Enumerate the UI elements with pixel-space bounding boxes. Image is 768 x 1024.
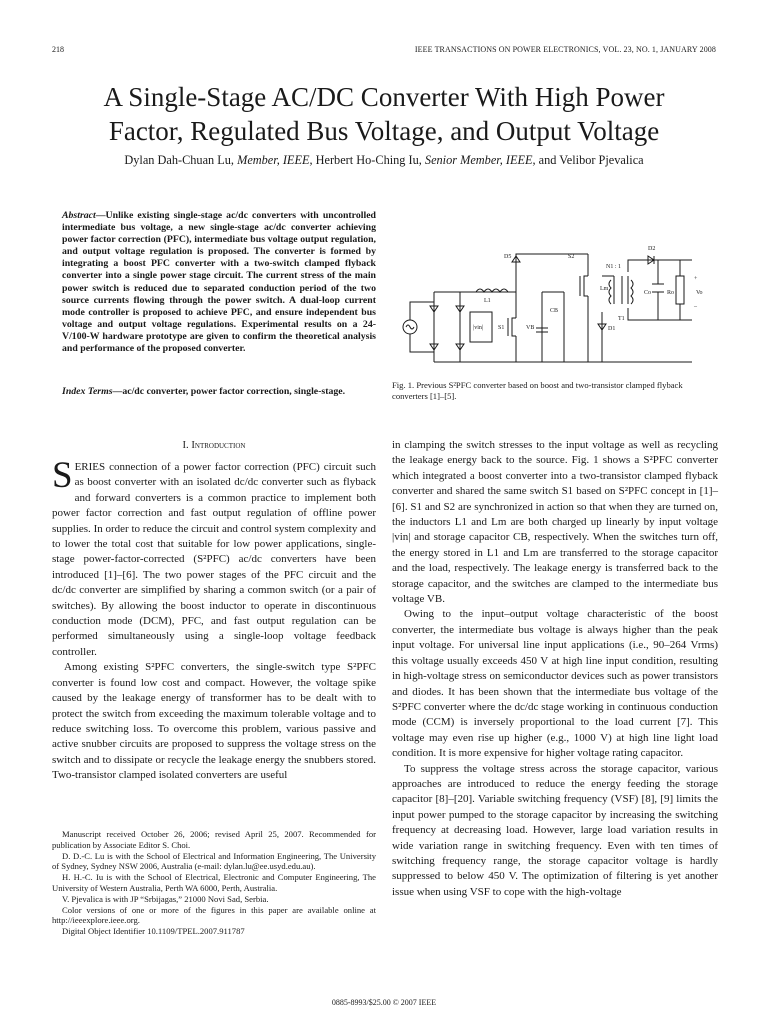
- abstract-text: —Unlike existing single-stage ac/dc converters with uncontrolled intermediate bus voltage, a new single-stage ac/dc converter achieving power factor correction (PFC), intermediate bus voltage output regulation, and output voltage regulation is proposed. The converter is formed by integrating a boost PFC converter with a two-switch clamped flyback converter into a single power stage circuit. The current stress of the main power switch is reduced due to separated conduction period of the two source currents flowing through the power switch. A dual-loop current mode controller is proposed to achieve PFC, and ensure independent bus voltage and output voltage regulations. Experimental results on a 24-V/100-W hardware prototype are given to confirm the theoretical analysis and performance of the proposed converter.: [62, 210, 376, 355]
- running-head: IEEE TRANSACTIONS ON POWER ELECTRONICS, VOL. 23, NO. 1, JANUARY 2008: [414, 45, 716, 54]
- index-terms: [62, 386, 376, 398]
- intro-paragraph-2: Among existing S²PFC converters, the single-switch type S²PFC converter is found low cost and compact. However, the voltage spike caused by the leakage energy of transformer has to be dealt with to protect the switch from exceeding the maximum tolerable voltage and to reduce switching loss. To overcome this problem, various passive and active snubber circuits are proposed to suppress the voltage stress on the switch and to dissipate or recycle the leakage energy the snubbers stored. Two-transistor clamped isolated converters are useful: [52, 661, 376, 782]
- transformer-primary: [609, 280, 611, 304]
- diode-d1: [598, 312, 606, 362]
- right-paragraph-3: To suppress the voltage stress across the storage capacitor, various approaches are introduced to reduce the energy feeding the storage capacitor [8]–[20]. Variable switching frequency (VSF) [8], [9] limits the input power pumped to the storage capacitor by increasing the switching frequency at decreasing load. However, large load variation results in wide variation range in switching frequency. Even with ten times of switching frequency range, the storage capacitor voltage is hardly suppressed to below 450 V. The optimization of filtering is yet another issue when using VSF to cope with the high-voltage: [392, 762, 718, 898]
- title-line-1: A Single-Stage AC/DC Converter With High Power: [103, 82, 665, 112]
- section-heading: [52, 440, 376, 451]
- figure-caption: Fig. 1. Previous S²PFC converter based on boost and two-transistor clamped flyback converters [1]–[5].: [392, 380, 683, 401]
- right-paragraph-1: in clamping the switch stresses to the input voltage as well as recycling the leakage energy back to the source. Fig. 1 shows a S²PFC converter which integrated a boost converter into a two-transistor clamped flyback converter and shared the same switch S1 based on S²PFC concept in [1]–[6]. S1 and S2 are synchronized in action so that when they are turned on, the inductors L1 and Lm are both charged up linearly by input voltage |vin| and storage capacitor CB, respectively. When the switches turn off, the energy stored in L1 and Lm are transferred to the storage capacitor and the load, respectively. The leakage energy is transferred back to the storage capacitor, and the switches are clamped to the intermediate bus voltage VB.: [392, 439, 718, 606]
- author-2-role: Senior Member, IEEE,: [424, 153, 536, 167]
- section-number: I.: [182, 440, 192, 451]
- footnote-author-3: V. Pjevalica is with JP “Srbijagas,” 21000 Novi Sad, Serbia.: [62, 893, 269, 904]
- circuit-diagram: [392, 232, 718, 372]
- label-l1: L1: [484, 298, 491, 304]
- author-1-role: Member, IEEE,: [237, 153, 313, 167]
- label-s1: S1: [498, 325, 505, 331]
- label-cb: CB: [550, 308, 559, 314]
- author-line: [40, 153, 728, 168]
- author-3-name: and Velibor Pjevalica: [538, 153, 644, 167]
- paper-title: [40, 80, 728, 148]
- footnote-author-1: D. D.-C. Lu is with the School of Electrical and Information Engineering, The University of Sydney, Sydney NSW 2006, Australia (e-mail: dylan.lu@ee.usyd.edu.au).: [52, 850, 376, 872]
- transformer-secondary: [631, 280, 633, 304]
- footnote-doi: Digital Object Identifier 10.1109/TPEL.2007.911787: [62, 926, 245, 937]
- bridge-diodes: [430, 306, 464, 350]
- right-paragraph-2: Owing to the input–output voltage characteristic of the boost converter, the intermediate bus voltage is always higher than the peak input voltage. For universal line input applications (i.e., 90–264 Vrms) this voltage usually exceeds 450 V at high line input condition, resulting in high-voltage stress on semiconductor devices such as power transistors and diodes. It has been shown that the intermediate bus voltage of the S²PFC converter where the dc/dc stage working in continuous conduction mode (CCM) is inversely proportional to the load current [7]. This voltage may even rise up higher (e.g., 1000 V) at high line light load condition. It is more expensive for higher voltage rating capacitor.: [392, 608, 718, 760]
- label-ro: Ro: [667, 290, 675, 296]
- label-vo: Vo: [696, 290, 703, 296]
- label-d2: D2: [648, 246, 656, 252]
- label-plus: +: [694, 276, 698, 282]
- label-t1: T1: [618, 316, 625, 322]
- title-line-2: Factor, Regulated Bus Voltage, and Output Voltage: [108, 116, 660, 146]
- abstract-label: Abstract: [62, 210, 96, 221]
- index-terms-text: —ac/dc converter, power factor correction, single-stage.: [112, 386, 346, 397]
- label-co: Co: [644, 290, 652, 296]
- capacitor-co: [652, 260, 664, 320]
- label-minus: –: [694, 304, 697, 310]
- footnote-author-2: H. H.-C. Iu is with the School of Electrical, Electronic and Computer Engineering, The University of Western Australia, Perth WA 6000, Perth, Australia.: [52, 872, 376, 893]
- left-column: [52, 455, 376, 784]
- drop-cap: S: [52, 455, 73, 496]
- intro-paragraph-1: [52, 455, 376, 660]
- label-vin: |vin|: [473, 325, 484, 331]
- label-d1: D1: [608, 326, 616, 332]
- label-n1: N1 : 1: [606, 264, 621, 270]
- label-s2: S2: [568, 254, 575, 260]
- author-2-name: Herbert Ho-Ching Iu,: [315, 153, 422, 167]
- author-1-name: Dylan Dah-Chuan Lu,: [124, 153, 234, 167]
- intro-paragraph-1-text: ERIES connection of a power factor correction (PFC) circuit such as boost converter with an isolated dc/dc converter such as flyback and forward converters is a common practice to implement both power factor correction and fast output regulation of offline power supplies. In order to reduce the circuit and control system complexity and to lower the total cost that suitable for low power applications, single-stage power-factor-corrected (S²PFC) ac/dc converters have been introduced [1]–[6]. The two power stages of the PFC circuit and the dc/dc converter are simplified by sharing a common switch (or a pair of switches). By allowing the boost inductor to operate in discontinuous conduction mode (DCM), PFC, and fast output regulation can be performed simultaneously using a single-loop voltage feedback controller.: [52, 461, 376, 658]
- page-number: 218: [52, 45, 64, 54]
- section-title: Introduction: [191, 440, 246, 451]
- label-d5: D5: [504, 254, 512, 260]
- footnotes: [52, 829, 376, 937]
- resistor-ro: [676, 276, 684, 304]
- footnote-color: Color versions of one or more of the figures in this paper are available online at http://ieeexplore.ieee.org.: [52, 904, 376, 926]
- abstract: [62, 210, 376, 355]
- footer-copyright: 0885-8993/$25.00 © 2007 IEEE: [331, 998, 437, 1007]
- footnote-manuscript: Manuscript received October 26, 2006; revised April 25, 2007. Recommended for publication by Associate Editor S. Choi.: [52, 829, 376, 850]
- index-terms-label: Index Terms: [62, 386, 113, 397]
- label-vb: VB: [526, 325, 535, 331]
- right-column: [392, 438, 718, 900]
- label-lm: Lm: [600, 286, 609, 292]
